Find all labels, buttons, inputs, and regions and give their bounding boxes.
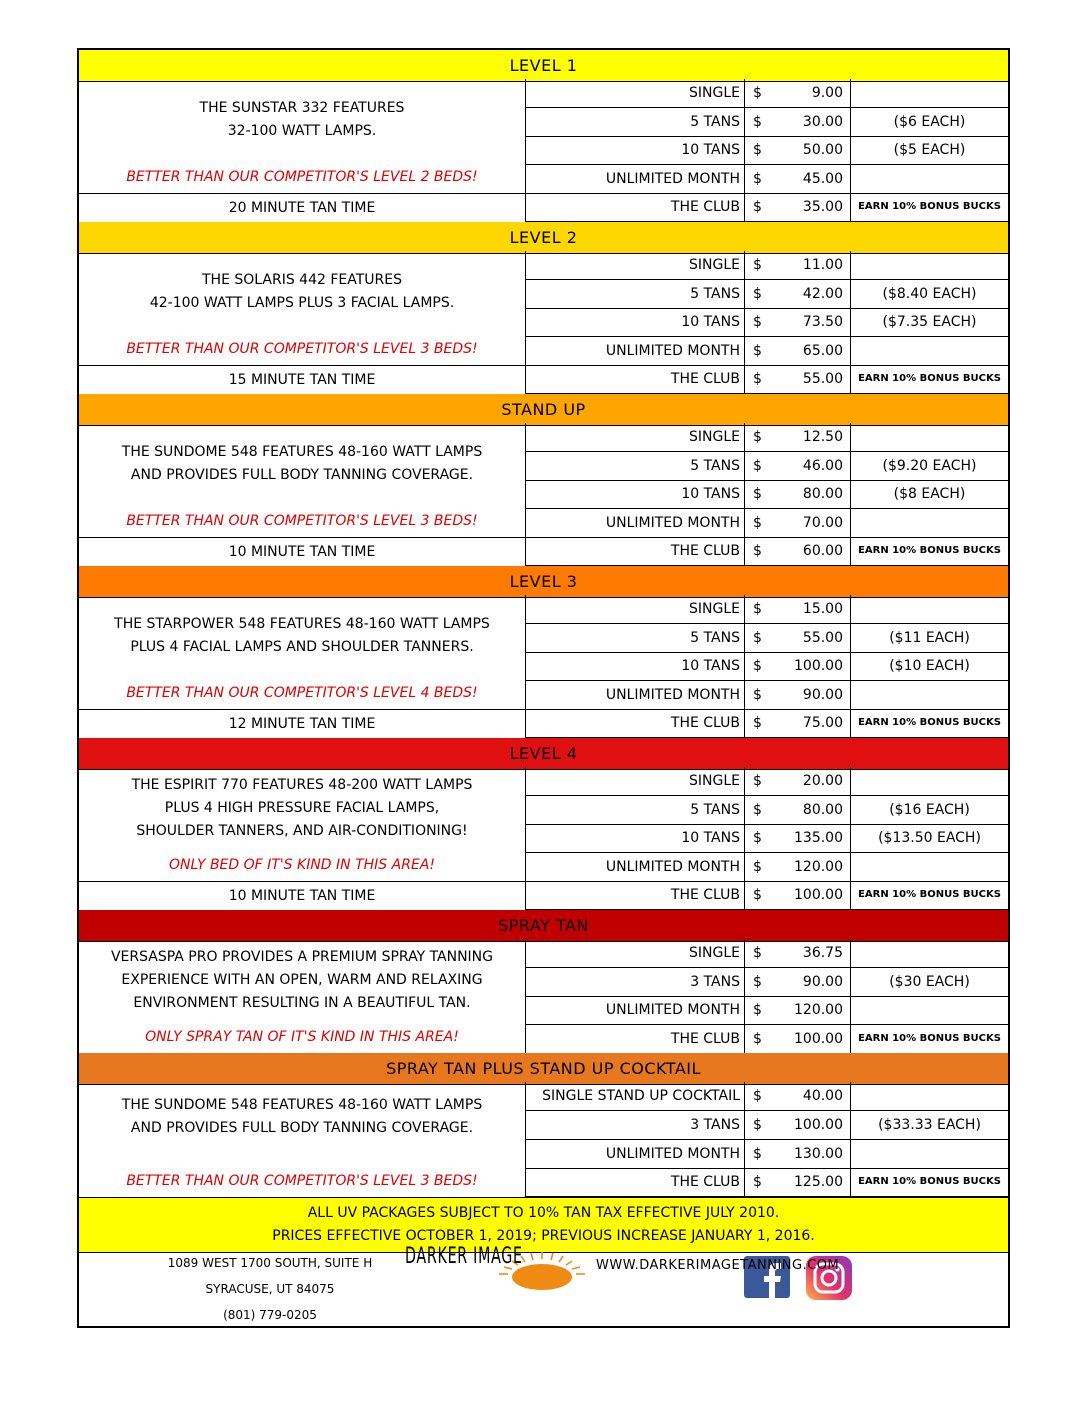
price-label: THE CLUB — [526, 1025, 745, 1053]
price-amount: 12.50 — [802, 429, 843, 445]
price-note: EARN 10% BONUS BUCKS — [858, 1176, 1001, 1188]
promo-note: ONLY BED OF IT'S KIND IN THIS AREA! — [169, 857, 435, 874]
price-row — [526, 796, 1008, 825]
currency-symbol: $ — [753, 457, 762, 474]
price-label: SINGLE — [526, 595, 745, 623]
price-amount: 73.50 — [802, 314, 843, 331]
price-label: 5 TANS — [526, 280, 745, 308]
price-row — [526, 365, 1008, 394]
price-row — [526, 939, 1008, 968]
currency-symbol: $ — [753, 199, 762, 216]
website-link[interactable]: WWW.DARKERIMAGETANNING.COM — [596, 1258, 840, 1273]
currency-symbol: $ — [753, 1116, 762, 1133]
tax-notice — [79, 1197, 1008, 1253]
section-header: LEVEL 1 — [79, 50, 1008, 82]
price-amount: 90.00 — [802, 686, 843, 703]
price-note: EARN 10% BONUS BUCKS — [858, 201, 1001, 213]
description-cell — [79, 595, 526, 709]
section-header: LEVEL 3 — [79, 566, 1008, 598]
description-cell — [79, 1082, 526, 1196]
price-row — [526, 509, 1008, 538]
section-header: LEVEL 4 — [79, 738, 1008, 770]
price-amount: 55.00 — [802, 371, 843, 388]
section-body — [79, 251, 1008, 394]
price-row — [526, 337, 1008, 366]
price-amount: 11.00 — [802, 257, 843, 273]
currency-symbol: $ — [753, 629, 762, 646]
currency-symbol: $ — [753, 113, 762, 130]
price-row — [526, 280, 1008, 309]
price-note: ($11 EACH) — [889, 629, 970, 646]
currency-symbol: $ — [753, 686, 762, 703]
tax-notice-line: ALL UV PACKAGES SUBJECT TO 10% TAN TAX EFFECTIVE JULY 2010. — [307, 1204, 780, 1221]
promo-note: ONLY SPRAY TAN OF IT'S KIND IN THIS AREA! — [145, 1029, 459, 1046]
promo-note: BETTER THAN OUR COMPETITOR'S LEVEL 2 BEDS! — [126, 169, 478, 186]
price-row — [526, 681, 1008, 710]
price-label: 10 TANS — [526, 136, 745, 164]
description-cell — [79, 767, 526, 881]
currency-symbol: $ — [753, 85, 762, 101]
price-row — [526, 193, 1008, 222]
price-amount: 100.00 — [794, 887, 843, 904]
price-label: THE CLUB — [526, 881, 745, 909]
price-note: ($8 EACH) — [893, 486, 966, 503]
price-label: 5 TANS — [526, 108, 745, 136]
description-line: THE SUNDOME 548 FEATURES 48-160 WATT LAMPS — [121, 1097, 483, 1114]
price-label: 10 TANS — [526, 824, 745, 852]
price-row — [526, 968, 1008, 997]
price-label: SINGLE STAND UP COCKTAIL — [526, 1082, 745, 1110]
price-row — [526, 624, 1008, 653]
section-body — [79, 423, 1008, 566]
price-row — [526, 108, 1008, 137]
price-row — [526, 996, 1008, 1025]
price-row — [526, 652, 1008, 681]
currency-symbol: $ — [753, 973, 762, 990]
description-line: THE SOLARIS 442 FEATURES — [202, 272, 402, 288]
price-label: 3 TANS — [526, 968, 745, 996]
price-amount: 30.00 — [802, 113, 843, 130]
description-line: THE ESPIRIT 770 FEATURES 48-200 WATT LAMPS — [131, 777, 473, 793]
price-row — [526, 1140, 1008, 1169]
price-label: THE CLUB — [526, 365, 745, 393]
price-row — [526, 595, 1008, 624]
price-row — [526, 1082, 1008, 1111]
price-label: UNLIMITED MONTH — [526, 853, 745, 881]
price-note: ($8.40 EACH) — [882, 285, 977, 302]
description-line: SHOULDER TANNERS, AND AIR-CONDITIONING! — [136, 823, 468, 839]
price-label: 10 TANS — [526, 480, 745, 508]
promo-note: BETTER THAN OUR COMPETITOR'S LEVEL 3 BEDS! — [126, 341, 478, 358]
description-line: 42-100 WATT LAMPS PLUS 3 FACIAL LAMPS. — [149, 295, 455, 311]
section-body — [79, 1082, 1008, 1196]
price-note: ($6 EACH) — [893, 113, 966, 130]
price-label: THE CLUB — [526, 709, 745, 737]
price-label: UNLIMITED MONTH — [526, 165, 745, 193]
description-line: THE SUNDOME 548 FEATURES 48-160 WATT LAMPS — [121, 444, 483, 460]
promo-note: BETTER THAN OUR COMPETITOR'S LEVEL 3 BEDS! — [126, 1172, 478, 1189]
price-amount: 130.00 — [794, 1145, 843, 1162]
description-line: THE STARPOWER 548 FEATURES 48-160 WATT LAMPS — [114, 616, 490, 632]
section-body — [79, 939, 1008, 1053]
price-note: ($10 EACH) — [889, 658, 970, 675]
price-note: ($5 EACH) — [893, 142, 966, 159]
price-row — [526, 1025, 1008, 1054]
currency-symbol: $ — [753, 773, 762, 789]
price-note: EARN 10% BONUS BUCKS — [858, 1032, 1001, 1044]
price-amount: 80.00 — [802, 486, 843, 503]
description-line: EXPERIENCE WITH AN OPEN, WARM AND RELAXING — [121, 972, 483, 988]
description-line: PLUS 4 FACIAL LAMPS AND SHOULDER TANNERS. — [130, 639, 474, 655]
price-row — [526, 881, 1008, 910]
tan-time: 12 MINUTE TAN TIME — [79, 709, 526, 738]
price-row — [526, 1168, 1008, 1197]
price-label: SINGLE — [526, 939, 745, 967]
price-amount: 35.00 — [802, 199, 843, 216]
description-line: AND PROVIDES FULL BODY TANNING COVERAGE. — [130, 467, 474, 483]
currency-symbol: $ — [753, 1030, 762, 1047]
currency-symbol: $ — [753, 314, 762, 331]
price-label: THE CLUB — [526, 1168, 745, 1196]
section-body — [79, 595, 1008, 738]
currency-symbol: $ — [753, 1088, 762, 1105]
price-note: ($7.35 EACH) — [882, 314, 977, 331]
price-label: SINGLE — [526, 251, 745, 279]
price-label: 5 TANS — [526, 624, 745, 652]
section-body — [79, 79, 1008, 222]
price-amount: 120.00 — [794, 1002, 843, 1019]
price-label: SINGLE — [526, 767, 745, 795]
price-label: UNLIMITED MONTH — [526, 681, 745, 709]
price-row — [526, 853, 1008, 882]
price-amount: 100.00 — [794, 1030, 843, 1047]
currency-symbol: $ — [753, 658, 762, 675]
price-row — [526, 1111, 1008, 1140]
currency-symbol: $ — [753, 429, 762, 445]
price-label: SINGLE — [526, 423, 745, 451]
price-row — [526, 452, 1008, 481]
currency-symbol: $ — [753, 887, 762, 904]
price-row — [526, 136, 1008, 165]
currency-symbol: $ — [753, 486, 762, 503]
price-label: 10 TANS — [526, 308, 745, 336]
currency-symbol: $ — [753, 858, 762, 875]
price-amount: 75.00 — [802, 715, 843, 732]
price-row — [526, 165, 1008, 194]
price-amount: 15.00 — [802, 601, 843, 617]
price-amount: 9.00 — [811, 85, 843, 101]
description-line: PLUS 4 HIGH PRESSURE FACIAL LAMPS, — [164, 800, 440, 816]
currency-symbol: $ — [753, 285, 762, 302]
price-amount: 90.00 — [802, 973, 843, 990]
price-amount: 70.00 — [802, 514, 843, 531]
description-line: ENVIRONMENT RESULTING IN A BEAUTIFUL TAN. — [133, 995, 471, 1011]
price-label: 10 TANS — [526, 652, 745, 680]
tan-time: 10 MINUTE TAN TIME — [79, 881, 526, 910]
currency-symbol: $ — [753, 1145, 762, 1162]
description-line: VERSASPA PRO PROVIDES A PREMIUM SPRAY TANNING — [110, 949, 494, 965]
price-row — [526, 767, 1008, 796]
tan-time: 20 MINUTE TAN TIME — [79, 193, 526, 222]
price-note: ($13.50 EACH) — [878, 830, 981, 847]
price-note: EARN 10% BONUS BUCKS — [858, 373, 1001, 385]
price-note: ($16 EACH) — [889, 801, 970, 818]
description-cell — [79, 79, 526, 193]
price-amount: 46.00 — [802, 457, 843, 474]
price-amount: 20.00 — [802, 773, 843, 789]
currency-symbol: $ — [753, 1002, 762, 1019]
section-header: STAND UP — [79, 394, 1008, 426]
price-note: ($30 EACH) — [889, 973, 970, 990]
price-row — [526, 308, 1008, 337]
price-label: THE CLUB — [526, 193, 745, 221]
price-note: EARN 10% BONUS BUCKS — [858, 545, 1001, 557]
address-line-1: 1089 WEST 1700 SOUTH, SUITE H — [167, 1256, 373, 1270]
price-note: ($9.20 EACH) — [882, 457, 977, 474]
price-label: UNLIMITED MONTH — [526, 996, 745, 1024]
tan-time: 10 MINUTE TAN TIME — [79, 537, 526, 566]
price-amount: 120.00 — [794, 858, 843, 875]
price-amount: 100.00 — [794, 658, 843, 675]
price-label: 3 TANS — [526, 1111, 745, 1139]
price-row — [526, 423, 1008, 452]
price-amount: 60.00 — [802, 543, 843, 560]
price-row — [526, 709, 1008, 738]
price-amount: 42.00 — [802, 285, 843, 302]
price-amount: 50.00 — [802, 142, 843, 159]
description-line: AND PROVIDES FULL BODY TANNING COVERAGE. — [130, 1120, 474, 1137]
address-line-2: SYRACUSE, UT 84075 — [205, 1282, 335, 1296]
price-amount: 36.75 — [802, 945, 843, 961]
currency-symbol: $ — [753, 801, 762, 818]
currency-symbol: $ — [753, 371, 762, 388]
price-row — [526, 251, 1008, 280]
promo-note: BETTER THAN OUR COMPETITOR'S LEVEL 3 BEDS! — [126, 513, 478, 530]
price-label: UNLIMITED MONTH — [526, 509, 745, 537]
currency-symbol: $ — [753, 601, 762, 617]
currency-symbol: $ — [753, 342, 762, 359]
description-cell — [79, 939, 526, 1053]
currency-symbol: $ — [753, 514, 762, 531]
description-line: THE SUNSTAR 332 FEATURES — [199, 100, 405, 116]
price-amount: 45.00 — [802, 170, 843, 187]
currency-symbol: $ — [753, 142, 762, 159]
price-label: UNLIMITED MONTH — [526, 1140, 745, 1168]
price-label: THE CLUB — [526, 537, 745, 565]
currency-symbol: $ — [753, 543, 762, 560]
currency-symbol: $ — [753, 715, 762, 732]
price-note: EARN 10% BONUS BUCKS — [858, 717, 1001, 729]
currency-symbol: $ — [753, 1174, 762, 1191]
price-label: 5 TANS — [526, 452, 745, 480]
price-label: 5 TANS — [526, 796, 745, 824]
price-amount: 125.00 — [794, 1174, 843, 1191]
price-row — [526, 824, 1008, 853]
price-note: EARN 10% BONUS BUCKS — [858, 889, 1001, 901]
description-cell — [79, 423, 526, 537]
logo-text: DARKER IMAGE — [405, 1244, 523, 1269]
currency-symbol: $ — [753, 945, 762, 961]
currency-symbol: $ — [753, 170, 762, 187]
section-header: LEVEL 2 — [79, 222, 1008, 254]
section-header: SPRAY TAN PLUS STAND UP COCKTAIL — [79, 1053, 1008, 1085]
description-line: 32-100 WATT LAMPS. — [227, 123, 377, 139]
description-cell — [79, 251, 526, 365]
price-amount: 65.00 — [802, 342, 843, 359]
phone-number: (801) 779-0205 — [223, 1308, 317, 1322]
price-amount: 40.00 — [802, 1088, 843, 1105]
price-amount: 135.00 — [794, 830, 843, 847]
price-row — [526, 537, 1008, 566]
promo-note: BETTER THAN OUR COMPETITOR'S LEVEL 4 BEDS! — [126, 685, 478, 702]
price-label: SINGLE — [526, 79, 745, 107]
price-amount: 55.00 — [802, 629, 843, 646]
price-row — [526, 79, 1008, 108]
price-amount: 100.00 — [794, 1116, 843, 1133]
price-note: ($33.33 EACH) — [878, 1116, 981, 1133]
currency-symbol: $ — [753, 257, 762, 273]
price-amount: 80.00 — [802, 801, 843, 818]
price-label: UNLIMITED MONTH — [526, 337, 745, 365]
price-row — [526, 480, 1008, 509]
tax-notice-line: PRICES EFFECTIVE OCTOBER 1, 2019; PREVIOUS INCREASE JANUARY 1, 2016. — [272, 1227, 815, 1244]
tan-time: 15 MINUTE TAN TIME — [79, 365, 526, 394]
currency-symbol: $ — [753, 830, 762, 847]
price-sheet — [77, 48, 1010, 1328]
section-body — [79, 767, 1008, 910]
section-header: SPRAY TAN — [79, 910, 1008, 942]
